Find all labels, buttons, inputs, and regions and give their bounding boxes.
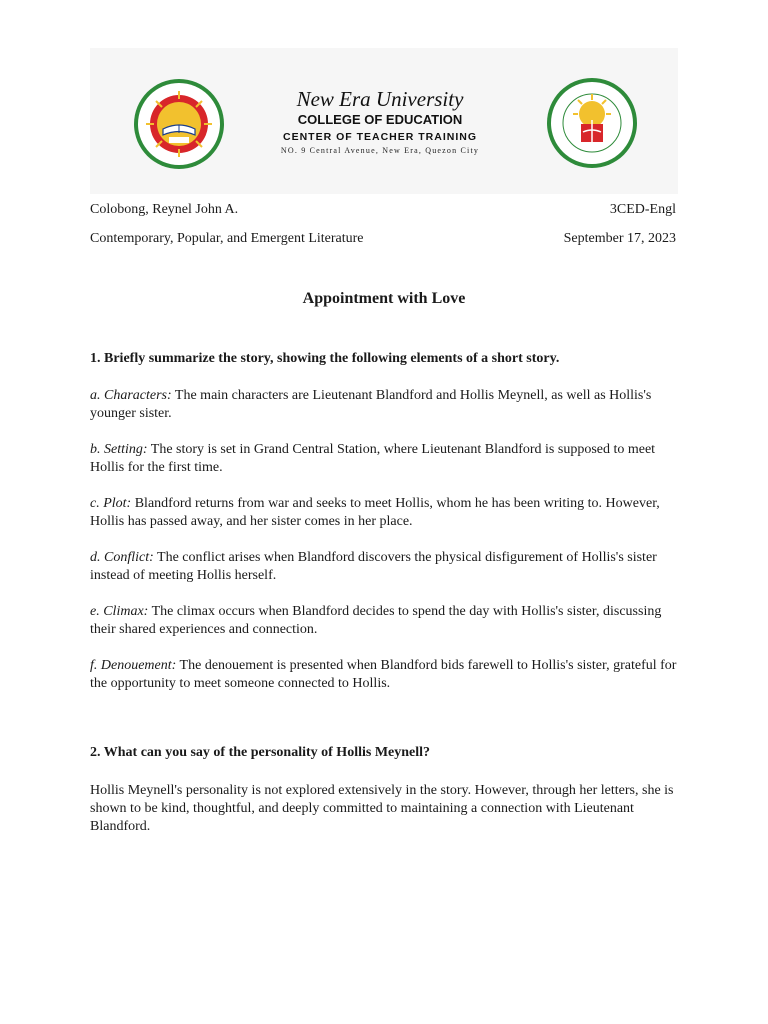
element-text: The main characters are Lieutenant Blandford and Hollis Meynell, as well as Hollis's younger sister. <box>90 388 652 421</box>
page-title: Appointment with Love <box>302 290 466 307</box>
course-title: Contemporary, Popular, and Emergent Literature <box>90 231 364 246</box>
element-characters <box>90 387 680 423</box>
university-name: New Era University <box>296 87 464 111</box>
question-2: 2. What can you say of the personality of Hollis Meynell? <box>90 745 431 760</box>
element-label: e. Climax: <box>90 604 149 619</box>
letterhead <box>90 48 678 194</box>
university-seal-logo <box>132 77 226 171</box>
element-label: d. Conflict: <box>90 550 154 565</box>
element-text: Blandford returns from war and seeks to meet Hollis, whom he has been writing to. However, Hollis has passed away, and her sister comes in her place. <box>90 496 660 529</box>
element-text: The climax occurs when Blandford decides to spend the day with Hollis's sister, discussing their shared experiences and connection. <box>90 604 662 637</box>
element-setting <box>90 441 680 477</box>
element-label: b. Setting: <box>90 442 148 457</box>
element-denouement <box>90 657 680 693</box>
element-label: c. Plot: <box>90 496 132 511</box>
element-text: The conflict arises when Blandford discovers the physical disfigurement of Hollis's sister instead of meeting Hollis herself. <box>90 550 657 583</box>
letterhead-text <box>230 88 530 157</box>
address: NO. 9 Central Avenue, New Era, Quezon City <box>280 146 480 155</box>
element-plot <box>90 495 680 531</box>
element-label: f. Denouement: <box>90 658 177 673</box>
date: September 17, 2023 <box>563 231 676 246</box>
question-1: 1. Briefly summarize the story, showing the following elements of a short story. <box>90 351 560 366</box>
element-conflict <box>90 549 680 585</box>
student-name: Colobong, Reynel John A. <box>90 202 239 217</box>
center-name: CENTER OF TEACHER TRAINING <box>283 131 477 143</box>
element-label: a. Characters: <box>90 388 172 403</box>
element-text: The denouement is presented when Blandford bids farewell to Hollis's sister, grateful for the opportunity to meet someone connected to Hollis. <box>90 658 677 691</box>
college-seal-logo <box>545 76 639 170</box>
element-climax <box>90 603 680 639</box>
section: 3CED-Engl <box>609 202 676 217</box>
element-text: The story is set in Grand Central Station, where Lieutenant Blandford is supposed to meet Hollis for the first time. <box>90 442 656 475</box>
answer-2: Hollis Meynell's personality is not explored extensively in the story. However, through her letters, she is shown to be kind, thoughtful, and deeply committed to maintaining a connection with Lieutenant Blandford. <box>90 783 674 834</box>
college-name: COLLEGE OF EDUCATION <box>297 112 463 127</box>
